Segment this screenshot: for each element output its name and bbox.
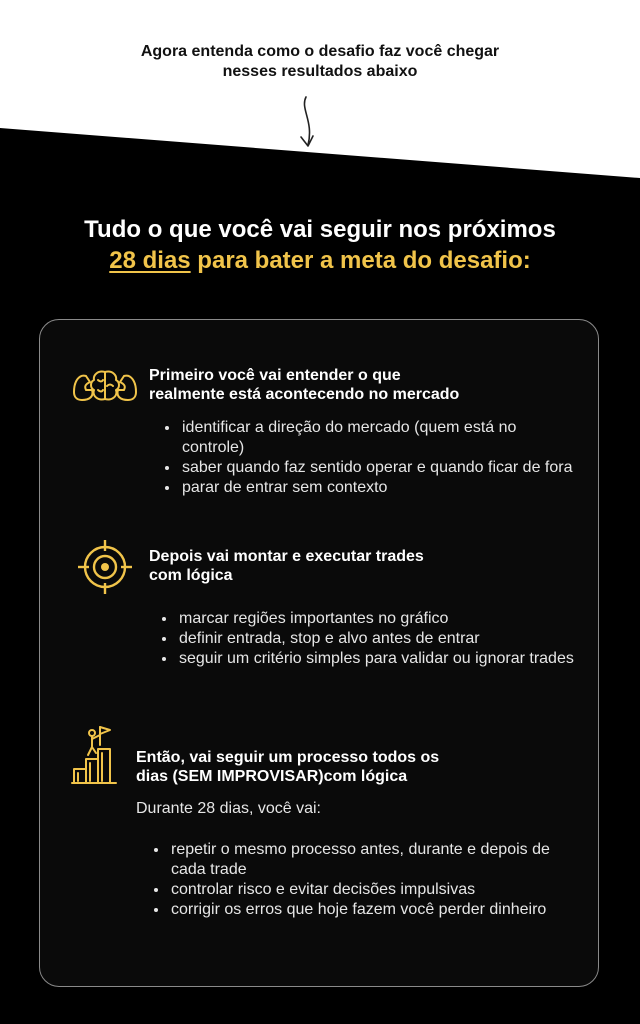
section-2-title-line-2: com lógica (149, 567, 233, 584)
list-item: • seguir um critério simples para validar ou ignorar trades (177, 649, 587, 669)
list-item: • controlar risco e evitar decisões impulsivas (169, 880, 579, 900)
section-1-title (149, 366, 459, 404)
headline-highlight-days: 28 dias (109, 247, 191, 274)
crosshair-target-icon (76, 538, 134, 596)
section-3-bullets (149, 840, 579, 920)
arrow-down-icon (296, 95, 320, 151)
list-item: • saber quando faz sentido operar e quando ficar de fora (180, 458, 580, 478)
list-item: • corrigir os erros que hoje fazem você perder dinheiro (169, 900, 579, 920)
section-3-title-line-1: Então, vai seguir um processo todos os (136, 749, 440, 766)
section-2-title (149, 547, 424, 585)
intro-line-1: Agora entenda como o desafio faz você chegar (140, 43, 500, 60)
list-item: • parar de entrar sem contexto (180, 478, 580, 498)
section-2-bullets (157, 609, 587, 669)
section-3-intro: Durante 28 dias, você vai: (136, 800, 321, 817)
section-3-title (136, 748, 439, 786)
intro-text (0, 42, 640, 82)
section-1-bullets (160, 418, 580, 498)
section-1-title-line-1: Primeiro você vai entender o que (149, 367, 401, 384)
section-2-title-line-1: Depois vai montar e executar trades (149, 548, 424, 565)
list-item: • identificar a direção do mercado (quem está no controle) (180, 418, 580, 458)
climbing-steps-flag-icon (70, 725, 120, 787)
headline-line-2 (0, 245, 640, 276)
headline-line-1: Tudo o que você vai seguir nos próximos (84, 216, 556, 243)
list-item: • repetir o mesmo processo antes, durante e depois de cada trade (169, 840, 579, 880)
brain-muscle-icon (70, 366, 140, 408)
content-card (39, 319, 599, 987)
list-item: • definir entrada, stop e alvo antes de entrar (177, 629, 587, 649)
section-3-title-line-2: dias (SEM IMPROVISAR)com lógica (136, 768, 408, 785)
list-item: • marcar regiões importantes no gráfico (177, 609, 587, 629)
intro-line-2: nesses resultados abaixo (222, 63, 418, 80)
top-white-banner (0, 0, 640, 190)
headline-highlight-rest: para bater a meta do desafio: (190, 247, 531, 274)
main-headline (0, 214, 640, 276)
section-1-title-line-2: realmente está acontecendo no mercado (149, 386, 460, 403)
